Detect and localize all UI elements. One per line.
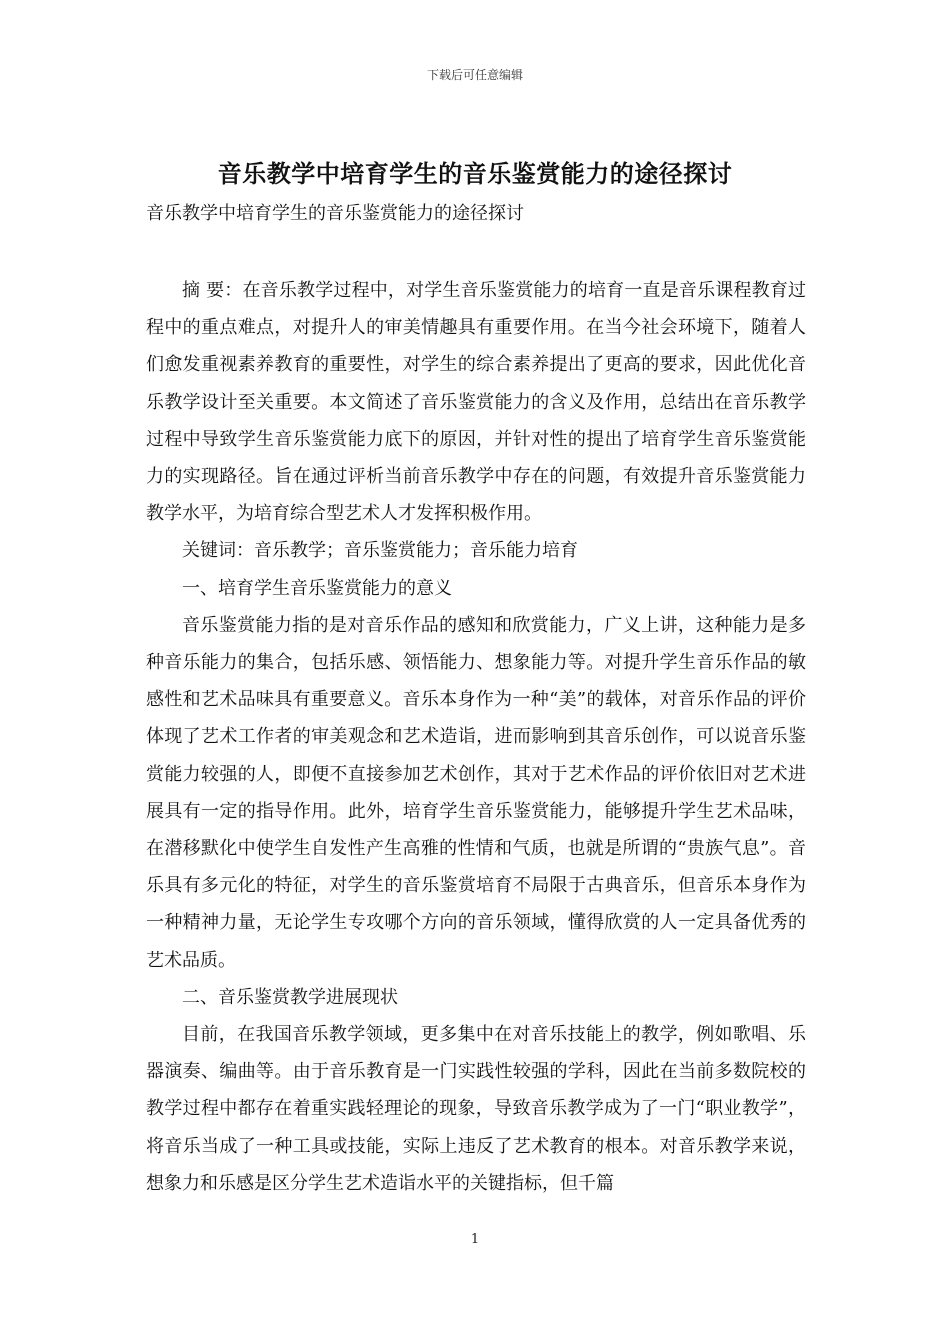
- section-1-paragraph: 音乐鉴赏能力指的是对音乐作品的感知和欣赏能力，广义上讲，这种能力是多种音乐能力的集合，包括乐感、领悟能力、想象能力等。对提升学生音乐作品的敏感性和艺术品味具有重要意义。音乐本身作为一种“美”的载体，对音乐作品的评价体现了艺术工作者的审美观念和艺术造诣，进而影响到其音乐创作，可以说音乐鉴赏能力较强的人，即便不直接参加艺术创作，其对于艺术作品的评价依旧对艺术进展具有一定的指导作用。此外，培育学生音乐鉴赏能力，能够提升学生艺术品味，在潜移默化中使学生自发性产生高雅的性情和气质，也就是所谓的“贵族气息”。音乐具有多元化的特征，对学生的音乐鉴赏培育不局限于古典音乐，但音乐本身作为一种精神力量，无论学生专攻哪个方向的音乐领域，懂得欣赏的人一定具备优秀的艺术品质。: [146, 614, 806, 971]
- document-title: 音乐教学中培育学生的音乐鉴赏能力的途径探讨: [217, 159, 733, 188]
- section-2-paragraph: 目前，在我国音乐教学领域，更多集中在对音乐技能上的教学，例如歌唱、乐器演奏、编曲等。由于音乐教育是一门实践性较强的学科，因此在当前多数院校的教学过程中都存在着重实践轻理论的现象，导致音乐教学成为了一门“职业教学”，将音乐当成了一种工具或技能，实际上违反了艺术教育的根本。对音乐教学来说，想象力和乐感是区分学生艺术造诣水平的关键指标，但千篇: [146, 1024, 806, 1194]
- document-subtitle: 音乐教学中培育学生的音乐鉴赏能力的途径探讨: [146, 203, 524, 224]
- section-2-heading: 二、音乐鉴赏教学进展现状: [182, 986, 398, 1008]
- page-number: 1: [470, 1232, 480, 1247]
- section-1-heading: 一、培育学生音乐鉴赏能力的意义: [182, 577, 452, 599]
- abstract-paragraph: 摘 要：在音乐教学过程中，对学生音乐鉴赏能力的培育一直是音乐课程教育过程中的重点难点，对提升人的审美情趣具有重要作用。在当今社会环境下，随着人们愈发重视素养教育的重要性，对学生的综合素养提出了更高的要求，因此优化音乐教学设计至关重要。本文简述了音乐鉴赏能力的含义及作用，总结出在音乐教学过程中导致学生音乐鉴赏能力底下的原因，并针对性的提出了培育学生音乐鉴赏能力的实现路径。旨在通过评析当前音乐教学中存在的问题，有效提升音乐鉴赏能力教学水平，为培育综合型艺术人才发挥积极作用。: [146, 280, 806, 525]
- keywords-paragraph: 关键词：音乐教学；音乐鉴赏能力；音乐能力培育: [182, 540, 578, 562]
- document-body: [146, 272, 806, 1202]
- page-header-note: 下载后可任意编辑: [426, 68, 523, 82]
